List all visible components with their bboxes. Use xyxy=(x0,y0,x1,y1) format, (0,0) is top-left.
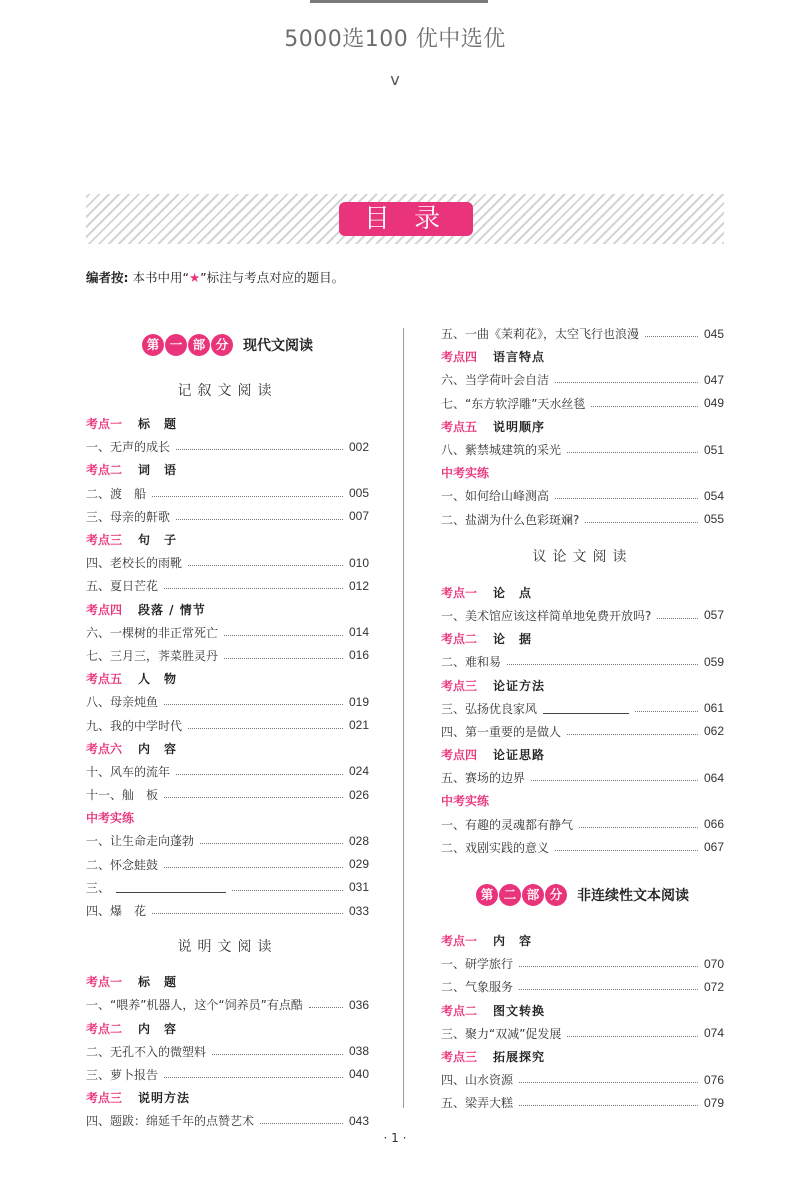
topic-heading: 考点四 段落 / 情节 xyxy=(86,602,206,617)
topic-heading: 考点三 论证方法 xyxy=(441,678,546,693)
toc-right-column xyxy=(441,322,724,1114)
toc-entry[interactable]: 一、让生命走向蓬勃 028 xyxy=(86,833,369,849)
toc-entry[interactable]: 一、无声的成长 002 xyxy=(86,439,369,455)
toc-entry[interactable]: 三、萝卜报告 040 xyxy=(86,1067,369,1082)
part-badge: 第 二 部 分 xyxy=(476,884,568,906)
toc-entry[interactable]: 五、赛场的边界 064 xyxy=(441,770,724,786)
part-heading xyxy=(441,867,724,923)
topic-heading: 考点四 语言特点 xyxy=(441,350,546,365)
toc-entry[interactable]: 一、美术馆应该这样简单地免费开放吗? 057 xyxy=(441,608,724,623)
toc-entry[interactable]: 一、研学旅行 070 xyxy=(441,956,724,972)
toc-entry[interactable]: 八、紫禁城建筑的采光 051 xyxy=(441,442,724,458)
chevron-down-icon: v xyxy=(390,70,400,89)
toc-entry[interactable]: 三、弘扬优良家风 061 xyxy=(441,701,724,716)
toc-entry[interactable]: 七、三月三，荠菜胜灵丹 016 xyxy=(86,648,369,663)
toc-entry[interactable]: 二、渡 船 005 xyxy=(86,486,369,501)
toc-entry[interactable]: 四、爆 花 033 xyxy=(86,903,369,919)
toc-entry[interactable]: 五、一曲《茉莉花》，太空飞行也浪漫 045 xyxy=(441,326,724,342)
topic-heading: 考点五 说明顺序 xyxy=(441,419,546,434)
toc-entry[interactable]: 二、怀念蛙鼓 029 xyxy=(86,857,369,872)
topic-heading: 考点一 内 容 xyxy=(441,934,533,949)
toc-entry[interactable]: 八、母亲炖鱼 019 xyxy=(86,694,369,710)
topic-heading: 考点六 内 容 xyxy=(86,741,178,756)
topic-heading: 考点二 内 容 xyxy=(86,1021,178,1036)
top-edge-bar xyxy=(310,0,488,3)
toc-entry[interactable]: 四、题跋：绵延千年的点赞艺术 043 xyxy=(86,1113,369,1129)
category-heading: 说明文阅读 xyxy=(177,939,278,956)
category-heading: 议论文阅读 xyxy=(532,548,633,565)
topic-heading: 考点二 论 据 xyxy=(441,632,533,647)
star-icon: ★ xyxy=(188,270,201,285)
toc-entry[interactable]: 九、我的中学时代 021 xyxy=(86,718,369,733)
toc-entry[interactable]: 二、气象服务 072 xyxy=(441,979,724,995)
toc-entry[interactable]: 十、风车的流年 024 xyxy=(86,764,369,779)
toc-entry[interactable]: 七、“东方软浮雕”天水丝毯 049 xyxy=(441,396,724,411)
toc-entry[interactable]: 六、当学荷叶会自洁 047 xyxy=(441,372,724,388)
toc-entry[interactable]: 五、夏日芒花 012 xyxy=(86,578,369,594)
topic-heading: 考点五 人 物 xyxy=(86,672,178,687)
part-title: 非连续性文本阅读 xyxy=(577,887,689,904)
practice-heading: 中考实练 xyxy=(441,794,490,809)
topic-heading: 考点一 论 点 xyxy=(441,585,533,600)
toc-entry[interactable]: 六、一棵树的非正常死亡 014 xyxy=(86,625,369,640)
part-badge: 第 一 部 分 xyxy=(142,334,234,356)
blank-line xyxy=(116,882,226,893)
toc-entry[interactable]: 十一、舢 板 026 xyxy=(86,787,369,803)
page-number: · 1 · xyxy=(383,1131,407,1145)
topic-heading: 考点二 图文转换 xyxy=(441,1003,546,1018)
part-title: 现代文阅读 xyxy=(243,338,313,354)
topic-heading: 考点三 拓展探究 xyxy=(441,1049,546,1064)
toc-entry[interactable]: 四、老校长的雨靴 010 xyxy=(86,555,369,571)
toc-entry[interactable]: 五、梁弄大糕 079 xyxy=(441,1095,724,1111)
toc-entry[interactable]: 四、山水资源 076 xyxy=(441,1072,724,1088)
practice-heading: 中考实练 xyxy=(441,466,490,481)
toc-entry[interactable]: 三、母亲的鼾歌 007 xyxy=(86,509,369,524)
category-heading: 记叙文阅读 xyxy=(177,383,278,399)
topic-heading: 考点一 标 题 xyxy=(86,975,178,990)
toc-entry[interactable]: 四、第一重要的是做人 062 xyxy=(441,724,724,739)
blank-line xyxy=(543,703,629,714)
topic-heading: 考点二 词 语 xyxy=(86,463,178,478)
toc-entry[interactable]: 三、聚力“双减”促发展 074 xyxy=(441,1026,724,1041)
part-heading xyxy=(86,322,369,368)
toc-entry[interactable]: 一、如何给山峰测高 054 xyxy=(441,488,724,504)
page-title: 目 录 xyxy=(339,202,473,236)
toc-entry[interactable]: 二、戏剧实践的意义 067 xyxy=(441,840,724,855)
toc-left-column xyxy=(86,322,369,1132)
topic-heading: 考点三 说明方法 xyxy=(86,1091,191,1106)
toc-entry[interactable]: 一、“喂养”机器人，这个“饲养员”有点酷 036 xyxy=(86,997,369,1013)
topic-heading: 考点四 论证思路 xyxy=(441,748,546,763)
topic-heading: 考点三 句 子 xyxy=(86,533,178,548)
topic-heading: 考点一 标 题 xyxy=(86,417,178,432)
toc-entry[interactable]: 二、盐湖为什么色彩斑斓? 055 xyxy=(441,512,724,527)
header-tagline: 5000选100 优中选优 xyxy=(284,27,506,52)
toc-entry[interactable]: 二、无孔不入的微塑料 038 xyxy=(86,1044,369,1059)
practice-heading: 中考实练 xyxy=(86,811,135,826)
editor-note: 编者按: 本书中用“★”标注与考点对应的题目。 xyxy=(86,270,345,285)
column-divider xyxy=(403,328,404,1108)
toc-entry[interactable]: 三、 031 xyxy=(86,880,369,895)
toc-entry[interactable]: 二、难和易 059 xyxy=(441,654,724,670)
toc-entry[interactable]: 一、有趣的灵魂都有静气 066 xyxy=(441,817,724,832)
